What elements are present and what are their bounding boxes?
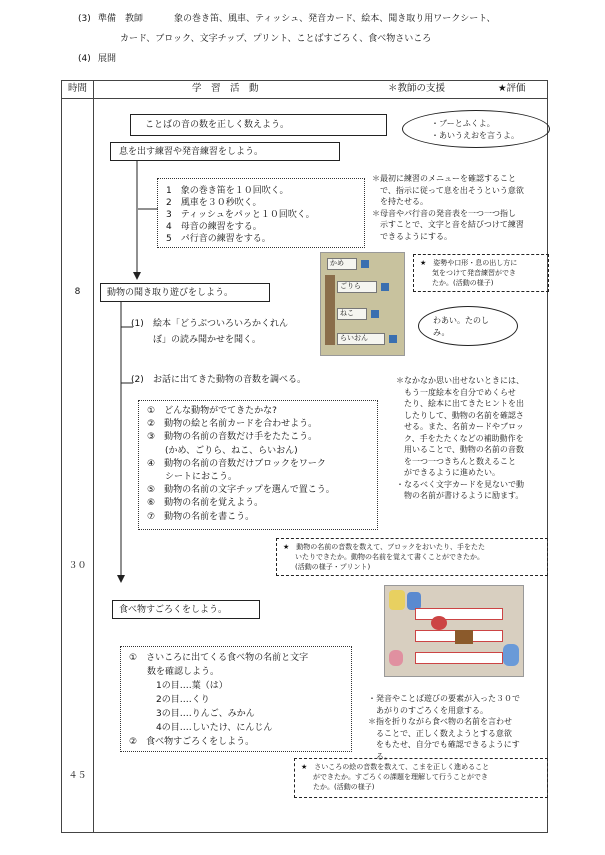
- board-track-row: [415, 652, 503, 664]
- animal-list-box: [138, 400, 378, 530]
- header-time: 時間: [67, 83, 87, 94]
- eval-line: たか。(活動の様子): [313, 783, 375, 791]
- prep-items-line2: カード、ブロック、文字チップ、プリント、ことばすごろく、食べ物さいころ: [120, 34, 432, 44]
- breath-title-box: [110, 142, 340, 161]
- animal-item: ① どんな動物がでてきたかな?: [147, 406, 277, 416]
- support-line: たり、絵本に出てきたヒントを出: [404, 399, 524, 408]
- support-line: で、指示に従って息を出そうという意欲: [380, 185, 524, 195]
- connector-line: [121, 324, 135, 330]
- support-line: せる。また、名前カードやブロッ: [404, 422, 524, 431]
- oval2-line2: み。: [433, 327, 450, 337]
- food-item: 3の目‥‥りんご、みかん: [129, 709, 255, 719]
- eval-line: ★ 動物の名前の音数を数えて、ブロックをおいたり、手をたた: [283, 543, 485, 551]
- goal-text: ことばの音の数を正しく数えよう。: [145, 120, 290, 130]
- eval-box-3: [294, 758, 548, 798]
- animal-item: ⑦ 動物の名前を書こう。: [147, 511, 255, 522]
- food-item: 数を確認しよう。: [129, 667, 220, 677]
- prep-items-line1: 象の巻き笛、風車、ティッシュ、発音カード、絵本、聞き取り用ワークシート、: [174, 14, 496, 24]
- dev-number: (4): [78, 54, 91, 64]
- flow-arrow-2: [114, 302, 128, 584]
- photo-block: [361, 260, 369, 268]
- goal-box: [130, 114, 387, 136]
- prep-label: 準備 教師: [98, 14, 144, 24]
- animal-list: [139, 401, 377, 524]
- photo-card-label: ごりら: [337, 281, 377, 293]
- time-45: ４５: [68, 771, 87, 781]
- sugoroku-board-photo: [384, 585, 524, 677]
- support-line: あがりのすごろくを用意する。: [376, 705, 488, 715]
- step2-text: お話に出てきた動物の音数を調べる。: [153, 375, 307, 385]
- speech-oval-2: [418, 306, 518, 346]
- food-item: 4の目‥‥しいたけ、にんじん: [129, 723, 273, 733]
- animal-item: (かめ、ごりら、ねこ、らいおん): [147, 445, 298, 456]
- board-track-row: [415, 608, 503, 620]
- eval-line: 気をつけて発音練習ができ: [432, 269, 516, 277]
- photo-block: [389, 335, 397, 343]
- oval1-line2: ・あいうえおを言うよ。: [431, 130, 519, 140]
- dev-label: 展開: [98, 54, 117, 64]
- animal-item: シートにおこう。: [147, 472, 238, 483]
- support-block-1: [372, 173, 544, 242]
- animal-item: ⑤ 動物の名前の文字チップを選んで置こう。: [147, 485, 335, 496]
- photo-block: [371, 310, 379, 318]
- breath-list-box: [157, 178, 365, 248]
- connector-line: [138, 206, 160, 212]
- support-line: ＊指を折りながら食べ物の名前を言わせ: [368, 717, 512, 726]
- food-list: [121, 647, 351, 749]
- food-item: ② 食べ物すごろくをしよう。: [129, 737, 255, 747]
- support-line: を持たせる。: [380, 197, 428, 206]
- breath-item: 1 象の巻き笛を１０回吹く。: [166, 186, 289, 196]
- header-support: ＊教師の支援: [388, 83, 446, 94]
- support-line: ク、手をたたくなどの補助動作を: [404, 433, 524, 443]
- eval-box-1: [413, 254, 549, 292]
- flow-arrow-1: [130, 161, 144, 281]
- support-line: を一つ一つきちんと数えること: [404, 456, 516, 466]
- step1-line1: 絵本「どうぶついろいろかくれん: [153, 319, 289, 329]
- breath-item: 2 風車を３０秒吹く。: [166, 198, 262, 208]
- eval-line: たか。(活動の様子): [432, 279, 494, 287]
- eval-line: ★ 姿勢や口形・息の出し方に: [420, 259, 518, 267]
- breath-item: 4 母音の練習をする。: [166, 222, 262, 232]
- support-line: ＊母音やパ行音の発音表を一つ一つ指し: [372, 208, 516, 218]
- support-line: 物の名前が書けるように励ます。: [404, 491, 524, 500]
- support-line: 用いることで、動物の名前の音数: [404, 445, 524, 454]
- character-figure: [389, 650, 403, 666]
- board-dice: [455, 630, 473, 644]
- eval-line: (活動の様子・プリント): [295, 563, 371, 571]
- food-title: 食べ物すごろくをしよう。: [119, 605, 228, 615]
- photo-block: [381, 283, 389, 291]
- eval-box-2: [276, 538, 548, 576]
- food-item: 1の目‥‥葉（は）: [129, 681, 228, 691]
- support-line: をもたせ、自分でも確認できるようにす: [376, 740, 520, 749]
- breath-item: 5 パ行音の練習をする。: [166, 234, 271, 244]
- speech-oval-1: [402, 110, 550, 148]
- breath-list: [158, 179, 364, 245]
- food-list-box: [120, 646, 352, 752]
- support-line: 示すことで、文字と音を結びつけて練習: [380, 220, 524, 229]
- support-line: ＊最初に練習のメニューを確認すること: [372, 174, 516, 183]
- prep-number: (3): [78, 14, 91, 24]
- step2-number: (2): [131, 375, 144, 385]
- food-title-box: [112, 600, 260, 619]
- character-figure: [503, 644, 519, 666]
- animal-item: ⑥ 動物の名前を覚えよう。: [147, 498, 264, 509]
- support-line: できるようにする。: [380, 231, 452, 241]
- photo-card-label: らいおん: [337, 333, 385, 345]
- support-line: ができるように進めたい。: [404, 468, 500, 477]
- animal-title-box: [100, 283, 270, 302]
- food-item: ① さいころに出てくる食べ物の名前と文字: [129, 653, 309, 663]
- eval-line: いたりできたか。動物の名前を覚えて書くことができたか。: [295, 553, 484, 561]
- photo-card-label: かめ: [327, 258, 357, 270]
- time-30: ３０: [68, 561, 87, 571]
- breath-title: 息を出す練習や発音練習をしよう。: [119, 147, 264, 157]
- oval1-line1: ・ブーとふくよ。: [431, 119, 495, 128]
- support-block-3: [368, 693, 546, 762]
- animal-cards-photo: [320, 252, 405, 356]
- breath-item: 3 ティッシュをパッと１０回吹く。: [166, 210, 315, 220]
- connector-line: [121, 380, 135, 386]
- header-activity: 学 習 活 動: [192, 83, 259, 94]
- support-line: ・発音やことば遊びの要素が入った３０で: [368, 694, 520, 703]
- support-line: したりして、動物の名前を確認さ: [404, 410, 524, 420]
- eval-line: ★ さいころの絵の音数を数えて、こまを正しく進めること: [301, 763, 490, 771]
- support-block-2: [396, 375, 546, 502]
- oval2-line1: わあい。たのし: [433, 316, 489, 325]
- support-line: もう一度絵本を自分でめくらせ: [404, 387, 516, 397]
- animal-item: ② 動物の絵と名前カードを合わせよう。: [147, 419, 318, 430]
- animal-title: 動物の聞き取り遊びをしよう。: [107, 288, 234, 298]
- photo-card-label: ねこ: [337, 308, 367, 320]
- support-line: ＊なかなか思い出せないときには、: [396, 376, 524, 385]
- animal-item: ④ 動物の名前の音数だけブロックをワーク: [147, 458, 326, 469]
- photo-stand: [325, 275, 335, 345]
- step1-number: (1): [131, 319, 144, 329]
- support-line: ることで、正しく数えようとする意欲: [376, 728, 512, 738]
- header-eval: ★評価: [498, 83, 526, 94]
- step1-line2: ぼ」の読み聞かせを聞く。: [153, 335, 261, 345]
- animal-item: ③ 動物の名前の音数だけ手をたたこう。: [147, 432, 318, 443]
- character-figure: [389, 590, 405, 610]
- food-item: 2の目‥‥くり: [129, 695, 210, 705]
- board-piece: [431, 616, 447, 630]
- time-8: 8: [74, 287, 81, 297]
- support-line: ・なるべく文字カードを見ないで動: [396, 479, 524, 489]
- eval-line: ができたか。すごろくの課題を理解して行うことができ: [313, 773, 488, 781]
- support-line: る。: [376, 751, 392, 761]
